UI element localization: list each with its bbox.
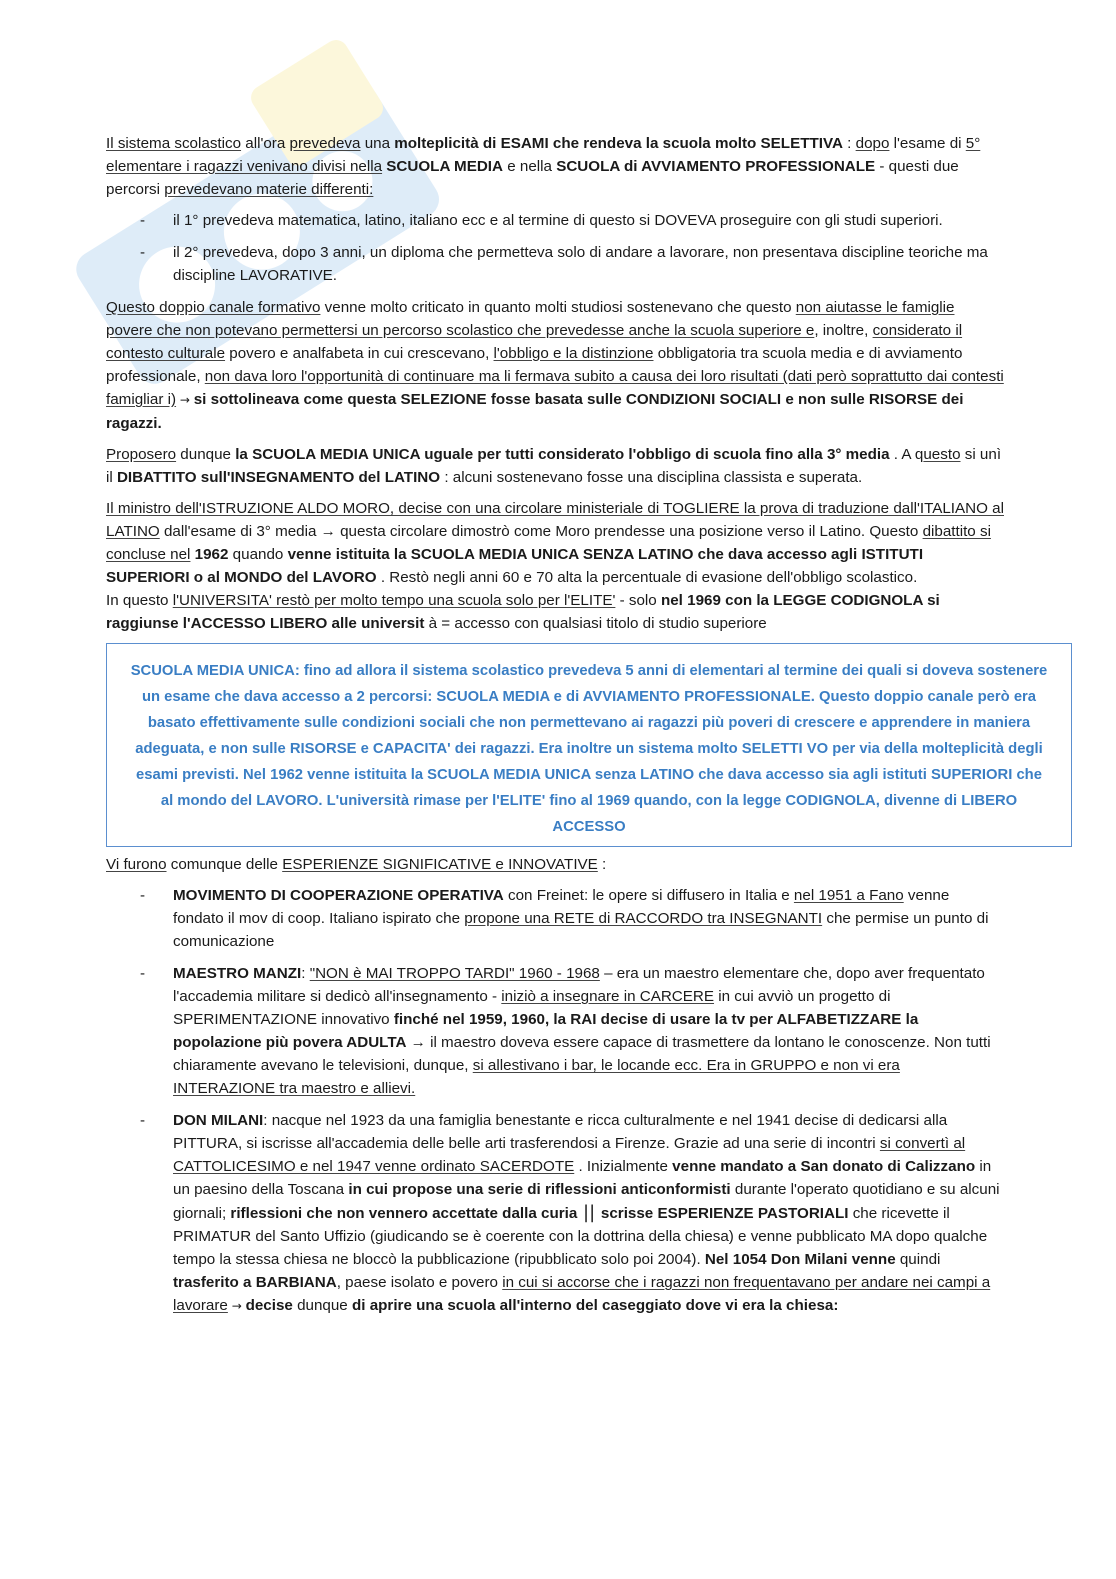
list-item: - il 2° prevedeva, dopo 3 anni, un diploma che permetteva solo di andare a lavorare, non presentava discipline teoriche ma discipline LAVORATIVE.: [106, 241, 1004, 287]
summary-text: SCUOLA MEDIA UNICA: fino ad allora il sistema scolastico prevedeva 5 anni di elementari al termine dei quali si doveva sostenere un esame che dava accesso a 2 percorsi: SCUOLA MEDIA e di AVVIAMENTO PROFESSIONALE. Questo doppio canale però era basato effettivamente sulle condizioni sociali che non permettevano ai ragazzi più poveri di crescere e apprendere in maniera adeguata, e non sulle RISORSE e CAPACITA' dei ragazzi. Era inoltre un sistema molto SELETTI VO per via della molteplicità degli esami previsti. Nel 1962 venne istituita la SCUOLA MEDIA UNICA senza LATINO che dava accesso sia agli istituti SUPERIORI che al mondo del LAVORO. L'università rimase per l'ELITE' fino al 1969 quando, con la legge CODIGNOLA, divenne di LIBERO ACCESSO: [130, 663, 1048, 835]
paragraph-universita: In questo l'UNIVERSITA' restò per molto tempo una scuola solo per l'ELITE' - solo nel 1969 con la LEGGE CODIGNOLA si raggiunse l'ACCESSO LIBERO alle universit à = accesso con qualsiasi titolo di studio superiore: [106, 592, 940, 632]
document-page: [106, 132, 1048, 1327]
list-percorsi: [106, 209, 1004, 287]
list-item-milani: - DON MILANI: nacque nel 1923 da una famiglia benestante e ricca culturalmente e nel 1941 decise di dedicarsi alla PITTURA, si iscrisse all'accademia delle belle arti trasferendosi a Firenze. Grazie ad una serie di incontri si convertì al CATTOLICESIMO e nel 1947 venne ordinato SACERDOTE . Inizialmente venne mandato a San donato di Calizzano in un paesino della Toscana in cui propose una serie di riflessioni anticonformisti durante l'operato quotidiano e su alcuni giornali; riflessioni che non vennero accettate dalla curia || scrisse ESPERIENZE PASTORIALI che ricevette il PRIMATUR del Santo Uffizio (giudicando se è coerente con la dottrina della chiesa) e venne pubblicato MA dopo qualche tempo la stessa chiesa ne bloccò la pubblicazione (ripubblicato solo poi 2004). Nel 1054 Don Milani venne quindi trasferito a BARBIANA, paese isolato e povero in cui si accorse che i ragazzi non frequentavano per andare nei campi a lavorare → decise dunque di aprire una scuola all'interno del caseggiato dove vi era la chiesa:: [106, 1109, 1004, 1318]
paragraph-critica: Questo doppio canale formativo venne molto criticato in quanto molti studiosi sostenevano che questo non aiutasse le famiglie povere che non potevano permettersi un percorso scolastico che prevedesse anche la scuola superiore e, inoltre, considerato il contesto culturale povero e analfabeta in cui crescevano, l'obbligo e la distinzione obbligatoria tra scuola media e di avviamento professionale, non dava loro l'opportunità di continuare ma li fermava subito a causa dei loro risultati (dati però soprattutto dai contesti famigliar i) → si sottolineava come questa SELEZIONE fosse basata sulle CONDIZIONI SOCIALI e non sulle RISORSE dei ragazzi.: [106, 299, 1004, 432]
paragraph-moro: Il ministro dell'ISTRUZIONE ALDO MORO, decise con una circolare ministeriale di TOGLIERE la prova di traduzione dall'ITALIANO al LATINO dall'esame di 3° media → questa circolare dimostrò come Moro prendesse una posizione verso il Latino. Questo dibattito si concluse nel 1962 quando venne istituita la SCUOLA MEDIA UNICA SENZA LATINO che dava accesso agli ISTITUTI SUPERIORI o al MONDO del LAVORO . Restò negli anni 60 e 70 alta la percentuale di evasione dell'obbligo scolastico.: [106, 500, 1004, 586]
list-item-cooperazione: - MOVIMENTO DI COOPERAZIONE OPERATIVA con Freinet: le opere si diffusero in Italia e nel 1951 a Fano venne fondato il mov di coop. Italiano ispirato che propone una RETE di RACCORDO tra INSEGNANTI che permise un punto di comunicazione: [106, 884, 1004, 953]
list-item-manzi: - MAESTRO MANZI: "NON è MAI TROPPO TARDI" 1960 - 1968 – era un maestro elementare che, dopo aver frequentato l'accademia militare si dedicò all'insegnamento - iniziò a insegnare in CARCERE in cui avviò un progetto di SPERIMENTAZIONE innovativo finché nel 1959, 1960, la RAI decise di usare la tv per ALFABETIZZARE la popolazione più povera ADULTA → il maestro doveva essere capace di trasmettere da lontano le conoscenze. Non tutti chiaramente avevano le televisioni, dunque, si allestivano i bar, le locande ecc. Era in GRUPPO e non vi era INTERAZIONE tra maestro e allievi.: [106, 962, 1004, 1100]
list-esperienze: [106, 884, 1004, 1318]
list-item: - il 1° prevedeva matematica, latino, italiano ecc e al termine di questo si DOVEVA proseguire con gli studi superiori.: [106, 209, 1004, 232]
paragraph-proposta: Proposero dunque la SCUOLA MEDIA UNICA uguale per tutti considerato l'obbligo di scuola fino alla 3° media . A questo si unì il DIBATTITO sull'INSEGNAMENTO del LATINO : alcuni sostenevano fosse una disciplina classista e superata.: [106, 446, 1002, 486]
summary-box: [106, 643, 1072, 847]
paragraph-intro: Il sistema scolastico all'ora prevedeva una molteplicità di ESAMI che rendeva la scuola molto SELETTIVA : dopo l'esame di 5° elementare i ragazzi venivano divisi nella SCUOLA MEDIA e nella SCUOLA di AVVIAMENTO PROFESSIONALE - questi due percorsi prevedevano materie differenti:: [106, 135, 981, 198]
paragraph-esperienze: Vi furono comunque delle ESPERIENZE SIGNIFICATIVE e INNOVATIVE :: [106, 856, 607, 873]
